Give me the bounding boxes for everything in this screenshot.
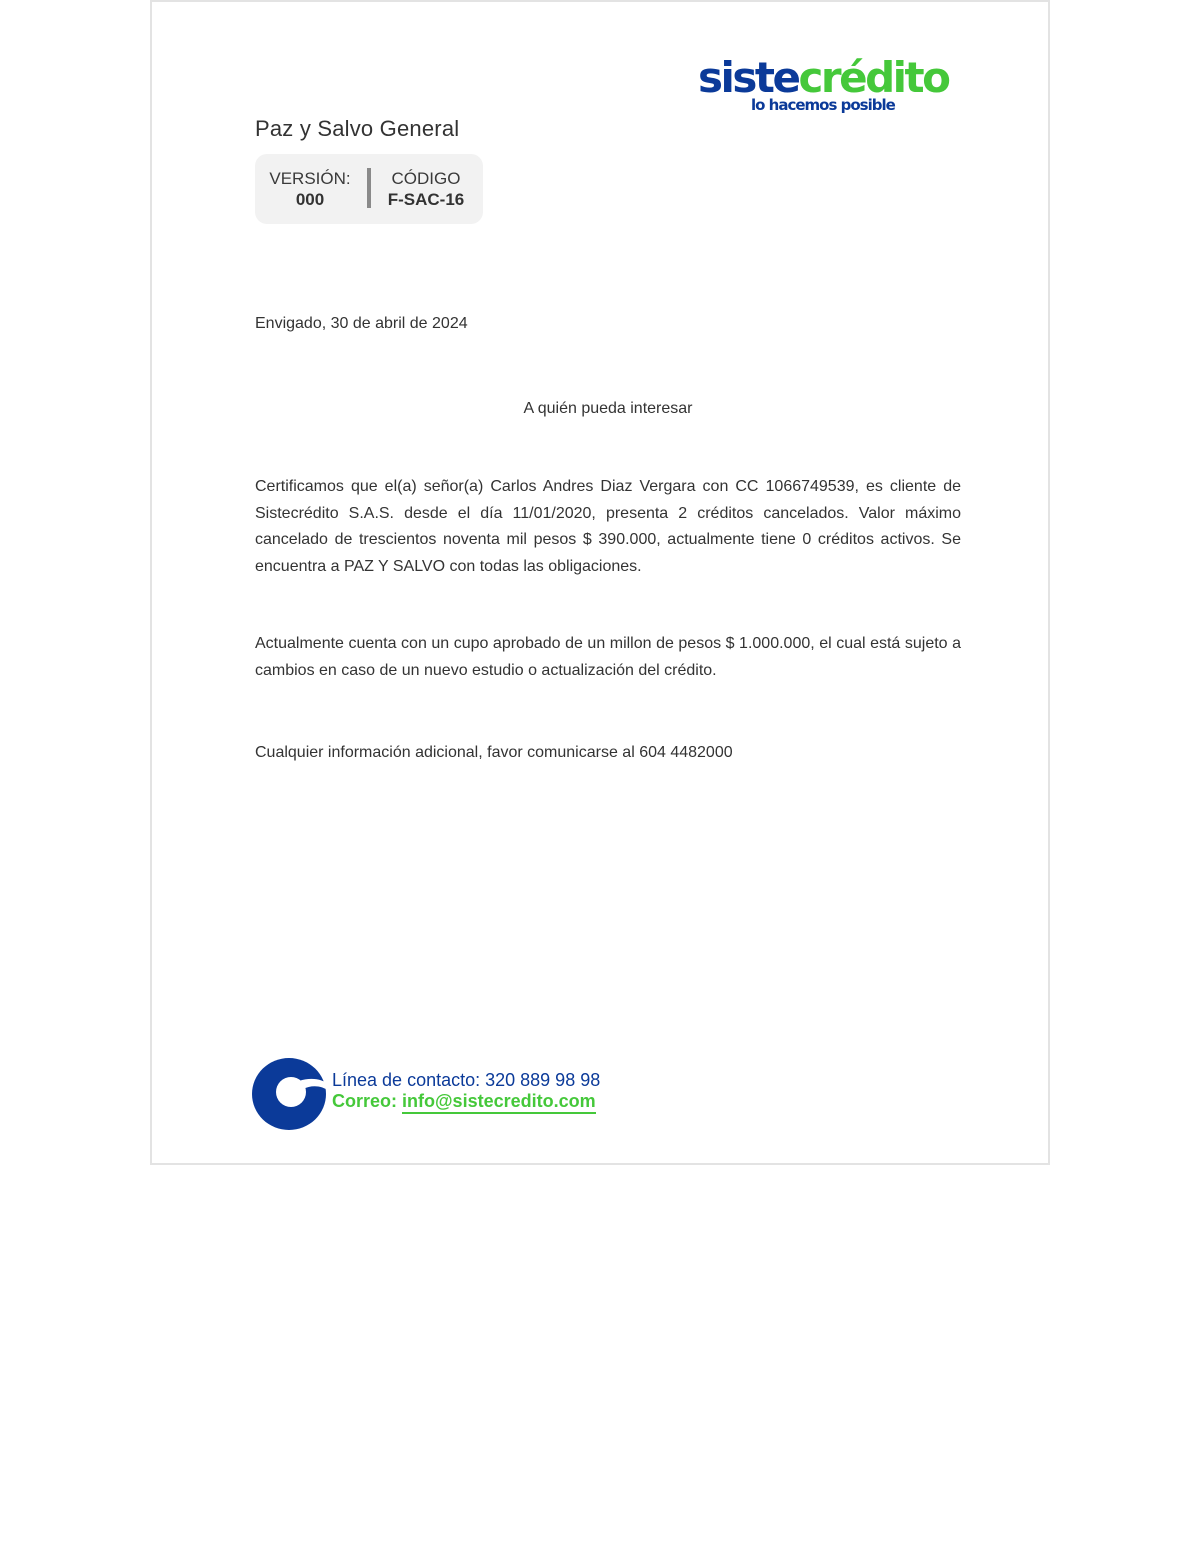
logo-wordmark-siste: siste bbox=[698, 53, 799, 102]
document-title: Paz y Salvo General bbox=[255, 116, 460, 141]
version-code-box bbox=[255, 154, 483, 224]
contact-email-line bbox=[332, 1091, 596, 1112]
code-value: F-SAC-16 bbox=[387, 190, 465, 209]
logo-wordmark bbox=[698, 54, 948, 102]
email-link[interactable]: info@sistecredito.com bbox=[402, 1091, 596, 1114]
version-block bbox=[265, 168, 355, 210]
letter-salutation: A quién pueda interesar bbox=[523, 400, 693, 417]
logo-wordmark-credito: crédito bbox=[798, 53, 949, 102]
contact-info-paragraph: Cualquier información adicional, favor comunicarse al 604 4482000 bbox=[255, 744, 733, 761]
email-label: Correo: bbox=[332, 1091, 403, 1111]
logo-tagline: lo hacemos posible bbox=[751, 96, 895, 114]
code-label: CÓDIGO bbox=[391, 169, 461, 188]
version-label: VERSIÓN: bbox=[269, 169, 351, 188]
letter-date: Envigado, 30 de abril de 2024 bbox=[255, 315, 468, 332]
contact-phone-line: Línea de contacto: 320 889 98 98 bbox=[332, 1070, 601, 1090]
divider bbox=[367, 168, 371, 208]
brand-circle-icon bbox=[251, 1055, 329, 1133]
code-block bbox=[381, 168, 471, 210]
document-page bbox=[150, 0, 1050, 1165]
version-value: 000 bbox=[295, 190, 325, 209]
sistecredito-logo bbox=[698, 54, 966, 120]
credit-limit-paragraph: Actualmente cuenta con un cupo aprobado de un millon de pesos $ 1.000.000, el cual está sujeto a cambios en caso de un nuevo estudio o actualización del crédito. bbox=[255, 635, 961, 679]
certification-paragraph: Certificamos que el(a) señor(a) Carlos Andres Diaz Vergara con CC 1066749539, es cliente de Sistecrédito S.A.S. desde el día 11/01/2020, presenta 2 créditos cancelados. Valor máximo cancelado de trescientos noventa mil pesos $ 390.000, actualmente tiene 0 créditos activos. Se encuentra a PAZ Y SALVO con todas las obligaciones. bbox=[255, 478, 961, 575]
